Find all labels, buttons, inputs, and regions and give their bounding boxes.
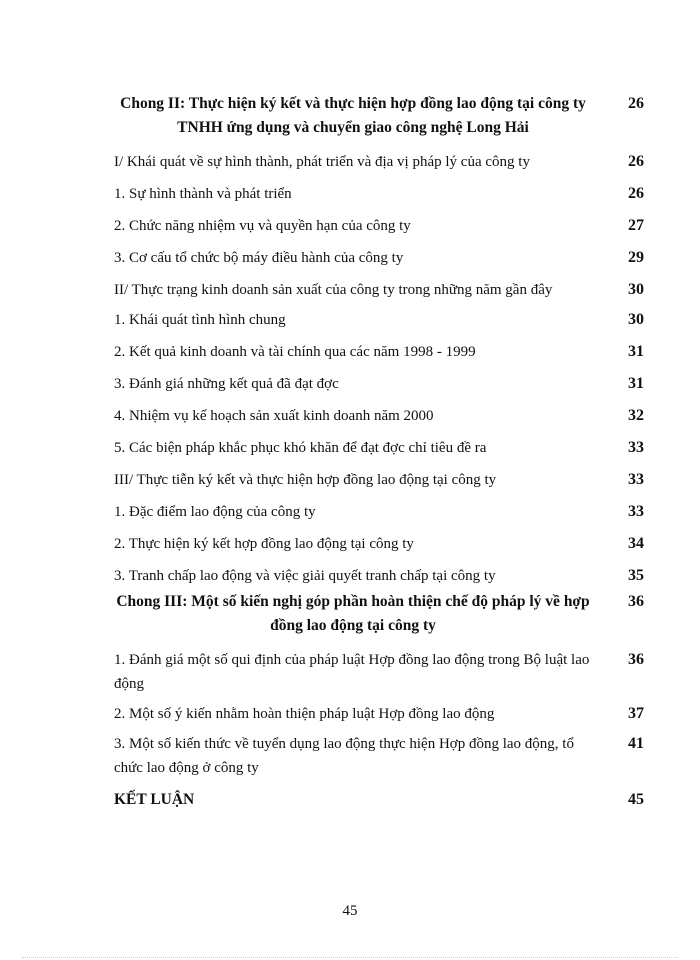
toc-chapter-2 bbox=[114, 92, 644, 140]
toc-entry-text: Chong II: Thực hiện ký kết và thực hiện hợp đồng lao động tại công ty TNHH ứng dụng và chuyển giao công nghệ Long Hải bbox=[120, 95, 586, 136]
toc-page-number: 26 bbox=[628, 153, 644, 170]
toc-item bbox=[114, 214, 644, 238]
toc-page-number: 35 bbox=[628, 567, 644, 584]
toc-page-number: 34 bbox=[628, 535, 644, 552]
toc-item bbox=[114, 732, 644, 780]
toc-page-number: 30 bbox=[628, 281, 644, 298]
page-bottom-divider bbox=[22, 957, 678, 958]
toc-entry-text: 3. Đánh giá những kết quả đã đạt đợc bbox=[114, 376, 339, 392]
toc-page-number: 31 bbox=[628, 343, 644, 360]
toc-entry-text: 3. Một số kiến thức về tuyển dụng lao động thực hiện Hợp đồng lao động, tổ chức lao động ở công ty bbox=[114, 736, 574, 776]
toc-item bbox=[114, 182, 644, 206]
toc-item bbox=[114, 308, 644, 332]
toc-item bbox=[114, 500, 644, 524]
toc-item bbox=[114, 436, 644, 460]
toc-page-number: 37 bbox=[628, 705, 644, 722]
footer-page-number: 45 bbox=[342, 903, 358, 919]
toc-entry-text: II/ Thực trạng kinh doanh sản xuất của công ty trong những năm gần đây bbox=[114, 282, 553, 298]
toc-page-number: 33 bbox=[628, 503, 644, 520]
toc-page-number: 26 bbox=[628, 185, 644, 202]
toc-entry-text: 2. Thực hiện ký kết hợp đồng lao động tại công ty bbox=[114, 536, 414, 552]
toc-page-number: 36 bbox=[628, 651, 644, 668]
table-of-contents bbox=[114, 92, 644, 812]
toc-page-number: 31 bbox=[628, 375, 644, 392]
toc-entry-text: 2. Một số ý kiến nhằm hoàn thiện pháp luật Hợp đồng lao động bbox=[114, 706, 495, 722]
toc-entry-text: KẾT LUẬN bbox=[114, 791, 195, 808]
toc-page-number: 27 bbox=[628, 217, 644, 234]
toc-entry-text: 2. Kết quả kinh doanh và tài chính qua các năm 1998 - 1999 bbox=[114, 344, 476, 360]
toc-item bbox=[114, 702, 644, 726]
toc-item bbox=[114, 372, 644, 396]
toc-chapter-3 bbox=[114, 590, 644, 638]
toc-entry-text: 3. Tranh chấp lao động và việc giải quyết tranh chấp tại công ty bbox=[114, 568, 496, 584]
toc-entry-text: 5. Các biện pháp khắc phục khó khăn để đạt đợc chỉ tiêu đề ra bbox=[114, 440, 487, 456]
toc-entry-text: 2. Chức năng nhiệm vụ và quyền hạn của công ty bbox=[114, 218, 411, 234]
toc-entry-text: 4. Nhiệm vụ kế hoạch sản xuất kinh doanh năm 2000 bbox=[114, 408, 434, 424]
toc-page-number: 26 bbox=[628, 95, 644, 112]
toc-item bbox=[114, 340, 644, 364]
toc-section-2 bbox=[114, 278, 644, 302]
toc-page-number: 33 bbox=[628, 471, 644, 488]
toc-entry-text: I/ Khái quát về sự hình thành, phát triển và địa vị pháp lý của công ty bbox=[114, 154, 530, 170]
toc-item bbox=[114, 564, 644, 588]
toc-page-number: 41 bbox=[628, 735, 644, 752]
toc-entry-text: 1. Sự hình thành và phát triển bbox=[114, 186, 292, 202]
toc-conclusion bbox=[114, 788, 644, 812]
toc-page-number: 36 bbox=[628, 593, 644, 610]
toc-entry-text: 3. Cơ cấu tổ chức bộ máy điều hành của công ty bbox=[114, 250, 404, 266]
toc-page-number: 33 bbox=[628, 439, 644, 456]
toc-page-number: 30 bbox=[628, 311, 644, 328]
toc-item bbox=[114, 404, 644, 428]
toc-entry-text: 1. Khái quát tình hình chung bbox=[114, 312, 286, 328]
toc-entry-text: III/ Thực tiễn ký kết và thực hiện hợp đồng lao động tại công ty bbox=[114, 472, 497, 488]
toc-item bbox=[114, 246, 644, 270]
toc-entry-text: 1. Đánh giá một số qui định của pháp luật Hợp đồng lao động trong Bộ luật lao động bbox=[114, 652, 590, 692]
toc-page-number: 29 bbox=[628, 249, 644, 266]
toc-section-1 bbox=[114, 150, 644, 174]
toc-entry-text: Chong III: Một số kiến nghị góp phần hoàn thiện chế độ pháp lý về hợp đồng lao động tại công ty bbox=[116, 593, 590, 634]
toc-section-3 bbox=[114, 468, 644, 492]
toc-item bbox=[114, 648, 644, 696]
toc-entry-text: 1. Đặc điểm lao động của công ty bbox=[114, 504, 316, 520]
toc-page-number: 32 bbox=[628, 407, 644, 424]
toc-item bbox=[114, 532, 644, 556]
toc-page-number: 45 bbox=[628, 791, 644, 808]
